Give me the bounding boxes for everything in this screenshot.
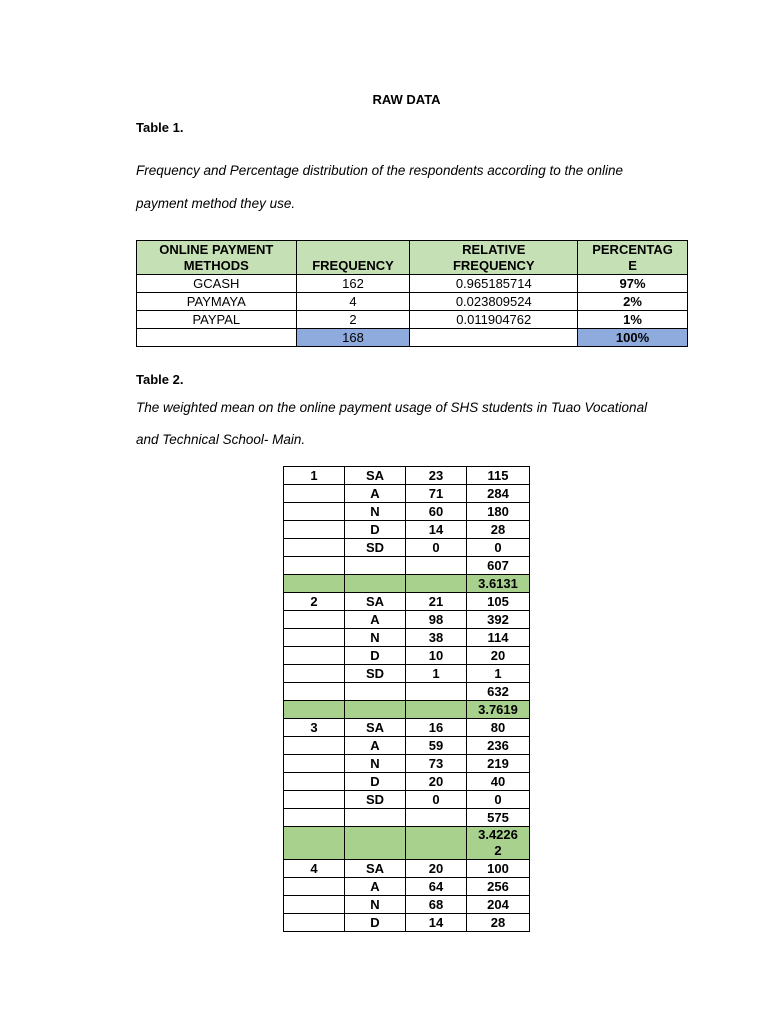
table-row	[284, 539, 530, 557]
percentage-cell: 2%	[578, 293, 688, 311]
relative-cell: 0.023809524	[410, 293, 578, 311]
table1-caption-line1: Frequency and Percentage distribution of the respondents according to the online	[136, 163, 624, 178]
table-row	[284, 665, 530, 683]
item-number-cell	[284, 773, 345, 791]
scale-cell: N	[345, 629, 406, 647]
table2-caption-line1: The weighted mean on the online payment usage of SHS students in Tuao Vocational	[136, 400, 648, 415]
table-row	[284, 791, 530, 809]
count-cell: 20	[406, 860, 467, 878]
weighted-score-cell: 284	[467, 485, 530, 503]
weighted-mean-row	[284, 827, 530, 860]
count-cell: 14	[406, 521, 467, 539]
weighted-score-cell: 180	[467, 503, 530, 521]
weighted-score-cell: 0	[467, 791, 530, 809]
item-number-cell	[284, 521, 345, 539]
count-cell	[406, 701, 467, 719]
table-row	[137, 311, 688, 329]
table-row	[284, 629, 530, 647]
item-number-cell	[284, 683, 345, 701]
page-title: RAW DATA	[372, 92, 441, 107]
count-cell: 20	[406, 773, 467, 791]
item-number-cell	[284, 914, 345, 932]
item-number-cell: 2	[284, 593, 345, 611]
scale-cell	[345, 809, 406, 827]
header-percentage: PERCENTAG E	[578, 241, 688, 275]
item-number-cell	[284, 896, 345, 914]
table-row	[284, 521, 530, 539]
item-number-cell	[284, 737, 345, 755]
count-cell: 64	[406, 878, 467, 896]
table-row	[137, 275, 688, 293]
item-number-cell	[284, 557, 345, 575]
weighted-mean-table-body	[284, 467, 530, 932]
scale-cell	[345, 701, 406, 719]
scale-cell: A	[345, 737, 406, 755]
scale-cell: SD	[345, 791, 406, 809]
relative-cell: 0.965185714	[410, 275, 578, 293]
table-row	[137, 293, 688, 311]
count-cell	[406, 683, 467, 701]
table-row	[284, 593, 530, 611]
frequency-cell: 162	[296, 275, 410, 293]
weighted-score-cell: 115	[467, 467, 530, 485]
weighted-score-cell: 1	[467, 665, 530, 683]
table-row	[284, 860, 530, 878]
item-number-cell	[284, 878, 345, 896]
scale-cell	[345, 827, 406, 860]
table1-label: Table 1.	[136, 120, 184, 135]
table1-header-row	[137, 241, 688, 275]
item-number-cell: 4	[284, 860, 345, 878]
relative-cell: 0.011904762	[410, 311, 578, 329]
weighted-score-cell: 105	[467, 593, 530, 611]
header-relative-frequency: RELATIVE FREQUENCY	[410, 241, 578, 275]
table-row	[284, 647, 530, 665]
item-number-cell	[284, 755, 345, 773]
method-cell: PAYPAL	[137, 311, 297, 329]
table-row	[284, 896, 530, 914]
table-row	[284, 611, 530, 629]
weighted-score-cell: 114	[467, 629, 530, 647]
count-cell: 98	[406, 611, 467, 629]
total-empty-cell	[137, 329, 297, 347]
scale-cell: A	[345, 878, 406, 896]
weighted-score-cell: 40	[467, 773, 530, 791]
table2-label: Table 2.	[136, 372, 184, 387]
item-number-cell	[284, 611, 345, 629]
table-row	[284, 773, 530, 791]
weighted-score-cell: 632	[467, 683, 530, 701]
weighted-mean-table	[283, 466, 530, 932]
scale-cell	[345, 575, 406, 593]
header-frequency: FREQUENCY	[296, 241, 410, 275]
table-row	[284, 503, 530, 521]
item-number-cell	[284, 665, 345, 683]
scale-cell: SA	[345, 719, 406, 737]
count-cell: 60	[406, 503, 467, 521]
count-cell: 38	[406, 629, 467, 647]
weighted-score-cell: 236	[467, 737, 530, 755]
table-row	[284, 557, 530, 575]
weighted-score-cell: 20	[467, 647, 530, 665]
count-cell	[406, 809, 467, 827]
item-number-cell	[284, 809, 345, 827]
item-number-cell	[284, 629, 345, 647]
count-cell: 71	[406, 485, 467, 503]
table-row	[284, 914, 530, 932]
scale-cell: N	[345, 503, 406, 521]
weighted-score-cell: 3.6131	[467, 575, 530, 593]
weighted-mean-row	[284, 575, 530, 593]
count-cell: 14	[406, 914, 467, 932]
table-row	[284, 878, 530, 896]
weighted-score-cell: 100	[467, 860, 530, 878]
count-cell: 21	[406, 593, 467, 611]
table-row	[284, 467, 530, 485]
count-cell	[406, 575, 467, 593]
weighted-mean-row	[284, 701, 530, 719]
item-number-cell: 1	[284, 467, 345, 485]
weighted-score-cell: 3.7619	[467, 701, 530, 719]
method-cell: GCASH	[137, 275, 297, 293]
count-cell: 10	[406, 647, 467, 665]
scale-cell: A	[345, 611, 406, 629]
scale-cell: N	[345, 755, 406, 773]
scale-cell: D	[345, 773, 406, 791]
payment-methods-table	[136, 240, 688, 347]
scale-cell: SA	[345, 860, 406, 878]
count-cell: 68	[406, 896, 467, 914]
weighted-score-cell: 219	[467, 755, 530, 773]
scale-cell: N	[345, 896, 406, 914]
scale-cell: A	[345, 485, 406, 503]
count-cell: 0	[406, 791, 467, 809]
table-row	[284, 809, 530, 827]
count-cell: 0	[406, 539, 467, 557]
weighted-score-cell: 28	[467, 521, 530, 539]
count-cell: 73	[406, 755, 467, 773]
count-cell	[406, 827, 467, 860]
scale-cell: SA	[345, 467, 406, 485]
weighted-score-cell: 3.4226 2	[467, 827, 530, 860]
scale-cell: D	[345, 914, 406, 932]
item-number-cell	[284, 791, 345, 809]
item-number-cell	[284, 827, 345, 860]
count-cell: 59	[406, 737, 467, 755]
weighted-score-cell: 256	[467, 878, 530, 896]
weighted-score-cell: 575	[467, 809, 530, 827]
weighted-score-cell: 392	[467, 611, 530, 629]
total-frequency-cell: 168	[296, 329, 410, 347]
percentage-cell: 1%	[578, 311, 688, 329]
item-number-cell	[284, 503, 345, 521]
scale-cell: D	[345, 647, 406, 665]
weighted-score-cell: 28	[467, 914, 530, 932]
item-number-cell	[284, 539, 345, 557]
percentage-cell: 97%	[578, 275, 688, 293]
total-percentage-cell: 100%	[578, 329, 688, 347]
scale-cell: SA	[345, 593, 406, 611]
table2-caption-line2: and Technical School- Main.	[136, 432, 306, 447]
count-cell: 23	[406, 467, 467, 485]
item-number-cell	[284, 575, 345, 593]
method-cell: PAYMAYA	[137, 293, 297, 311]
table1-caption-line2: payment method they use.	[136, 196, 296, 211]
table-row	[284, 755, 530, 773]
weighted-score-cell: 204	[467, 896, 530, 914]
scale-cell	[345, 683, 406, 701]
scale-cell: SD	[345, 665, 406, 683]
count-cell: 16	[406, 719, 467, 737]
item-number-cell	[284, 701, 345, 719]
frequency-cell: 4	[296, 293, 410, 311]
weighted-score-cell: 80	[467, 719, 530, 737]
scale-cell: SD	[345, 539, 406, 557]
table-row	[284, 683, 530, 701]
item-number-cell	[284, 485, 345, 503]
scale-cell: D	[345, 521, 406, 539]
item-number-cell	[284, 647, 345, 665]
total-empty-cell	[410, 329, 578, 347]
header-methods: ONLINE PAYMENT METHODS	[137, 241, 297, 275]
count-cell	[406, 557, 467, 575]
table-row	[284, 719, 530, 737]
count-cell: 1	[406, 665, 467, 683]
table-row	[284, 485, 530, 503]
table-row	[284, 737, 530, 755]
item-number-cell: 3	[284, 719, 345, 737]
weighted-score-cell: 607	[467, 557, 530, 575]
scale-cell	[345, 557, 406, 575]
frequency-cell: 2	[296, 311, 410, 329]
weighted-score-cell: 0	[467, 539, 530, 557]
table1-total-row	[137, 329, 688, 347]
